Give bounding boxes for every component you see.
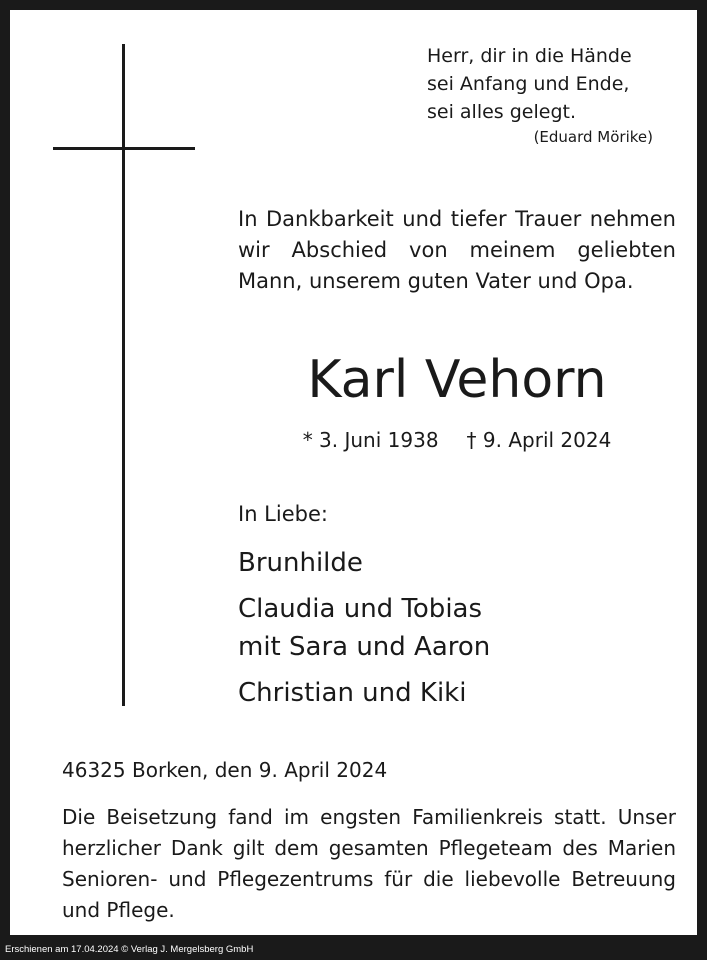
deceased-name: Karl Vehorn (307, 350, 607, 410)
closing-text: Die Beisetzung fand im engsten Familienkreis statt. Unser herzlicher Dank gilt dem gesamten Pflegeteam des Marien Senioren- und Pflegezentrums für die liebevolle Betreuung und Pflege. (62, 805, 676, 922)
birth-date: * 3. Juni 1938 (302, 428, 439, 452)
mourners-label: In Liebe: (238, 502, 328, 526)
mourner-line: Christian und Kiki (238, 678, 467, 708)
mourner-line: Claudia und Tobias (238, 594, 483, 624)
quote-line: sei alles gelegt. (427, 101, 577, 123)
quote-line: Herr, dir in die Hände (427, 45, 632, 67)
life-dates (238, 428, 676, 452)
cross-vertical-bar (122, 44, 125, 706)
intro-text: In Dankbarkeit und tiefer Trauer nehmen wir Abschied von meinem geliebten Mann, unserem guten Vater und Opa. (238, 207, 676, 293)
quote (427, 42, 657, 126)
cross-horizontal-bar (53, 147, 195, 150)
mourner-line: mit Sara und Aaron (238, 632, 491, 662)
place-date: 46325 Borken, den 9. April 2024 (62, 758, 388, 782)
publication-footer: Erschienen am 17.04.2024 © Verlag J. Mergelsberg GmbH (5, 944, 254, 955)
death-date: † 9. April 2024 (466, 428, 612, 452)
obituary-card (10, 10, 697, 935)
quote-line: sei Anfang und Ende, (427, 73, 630, 95)
mourners-list (238, 544, 490, 712)
mourner-line: Brunhilde (238, 548, 363, 578)
quote-author: (Eduard Mörike) (533, 128, 653, 146)
